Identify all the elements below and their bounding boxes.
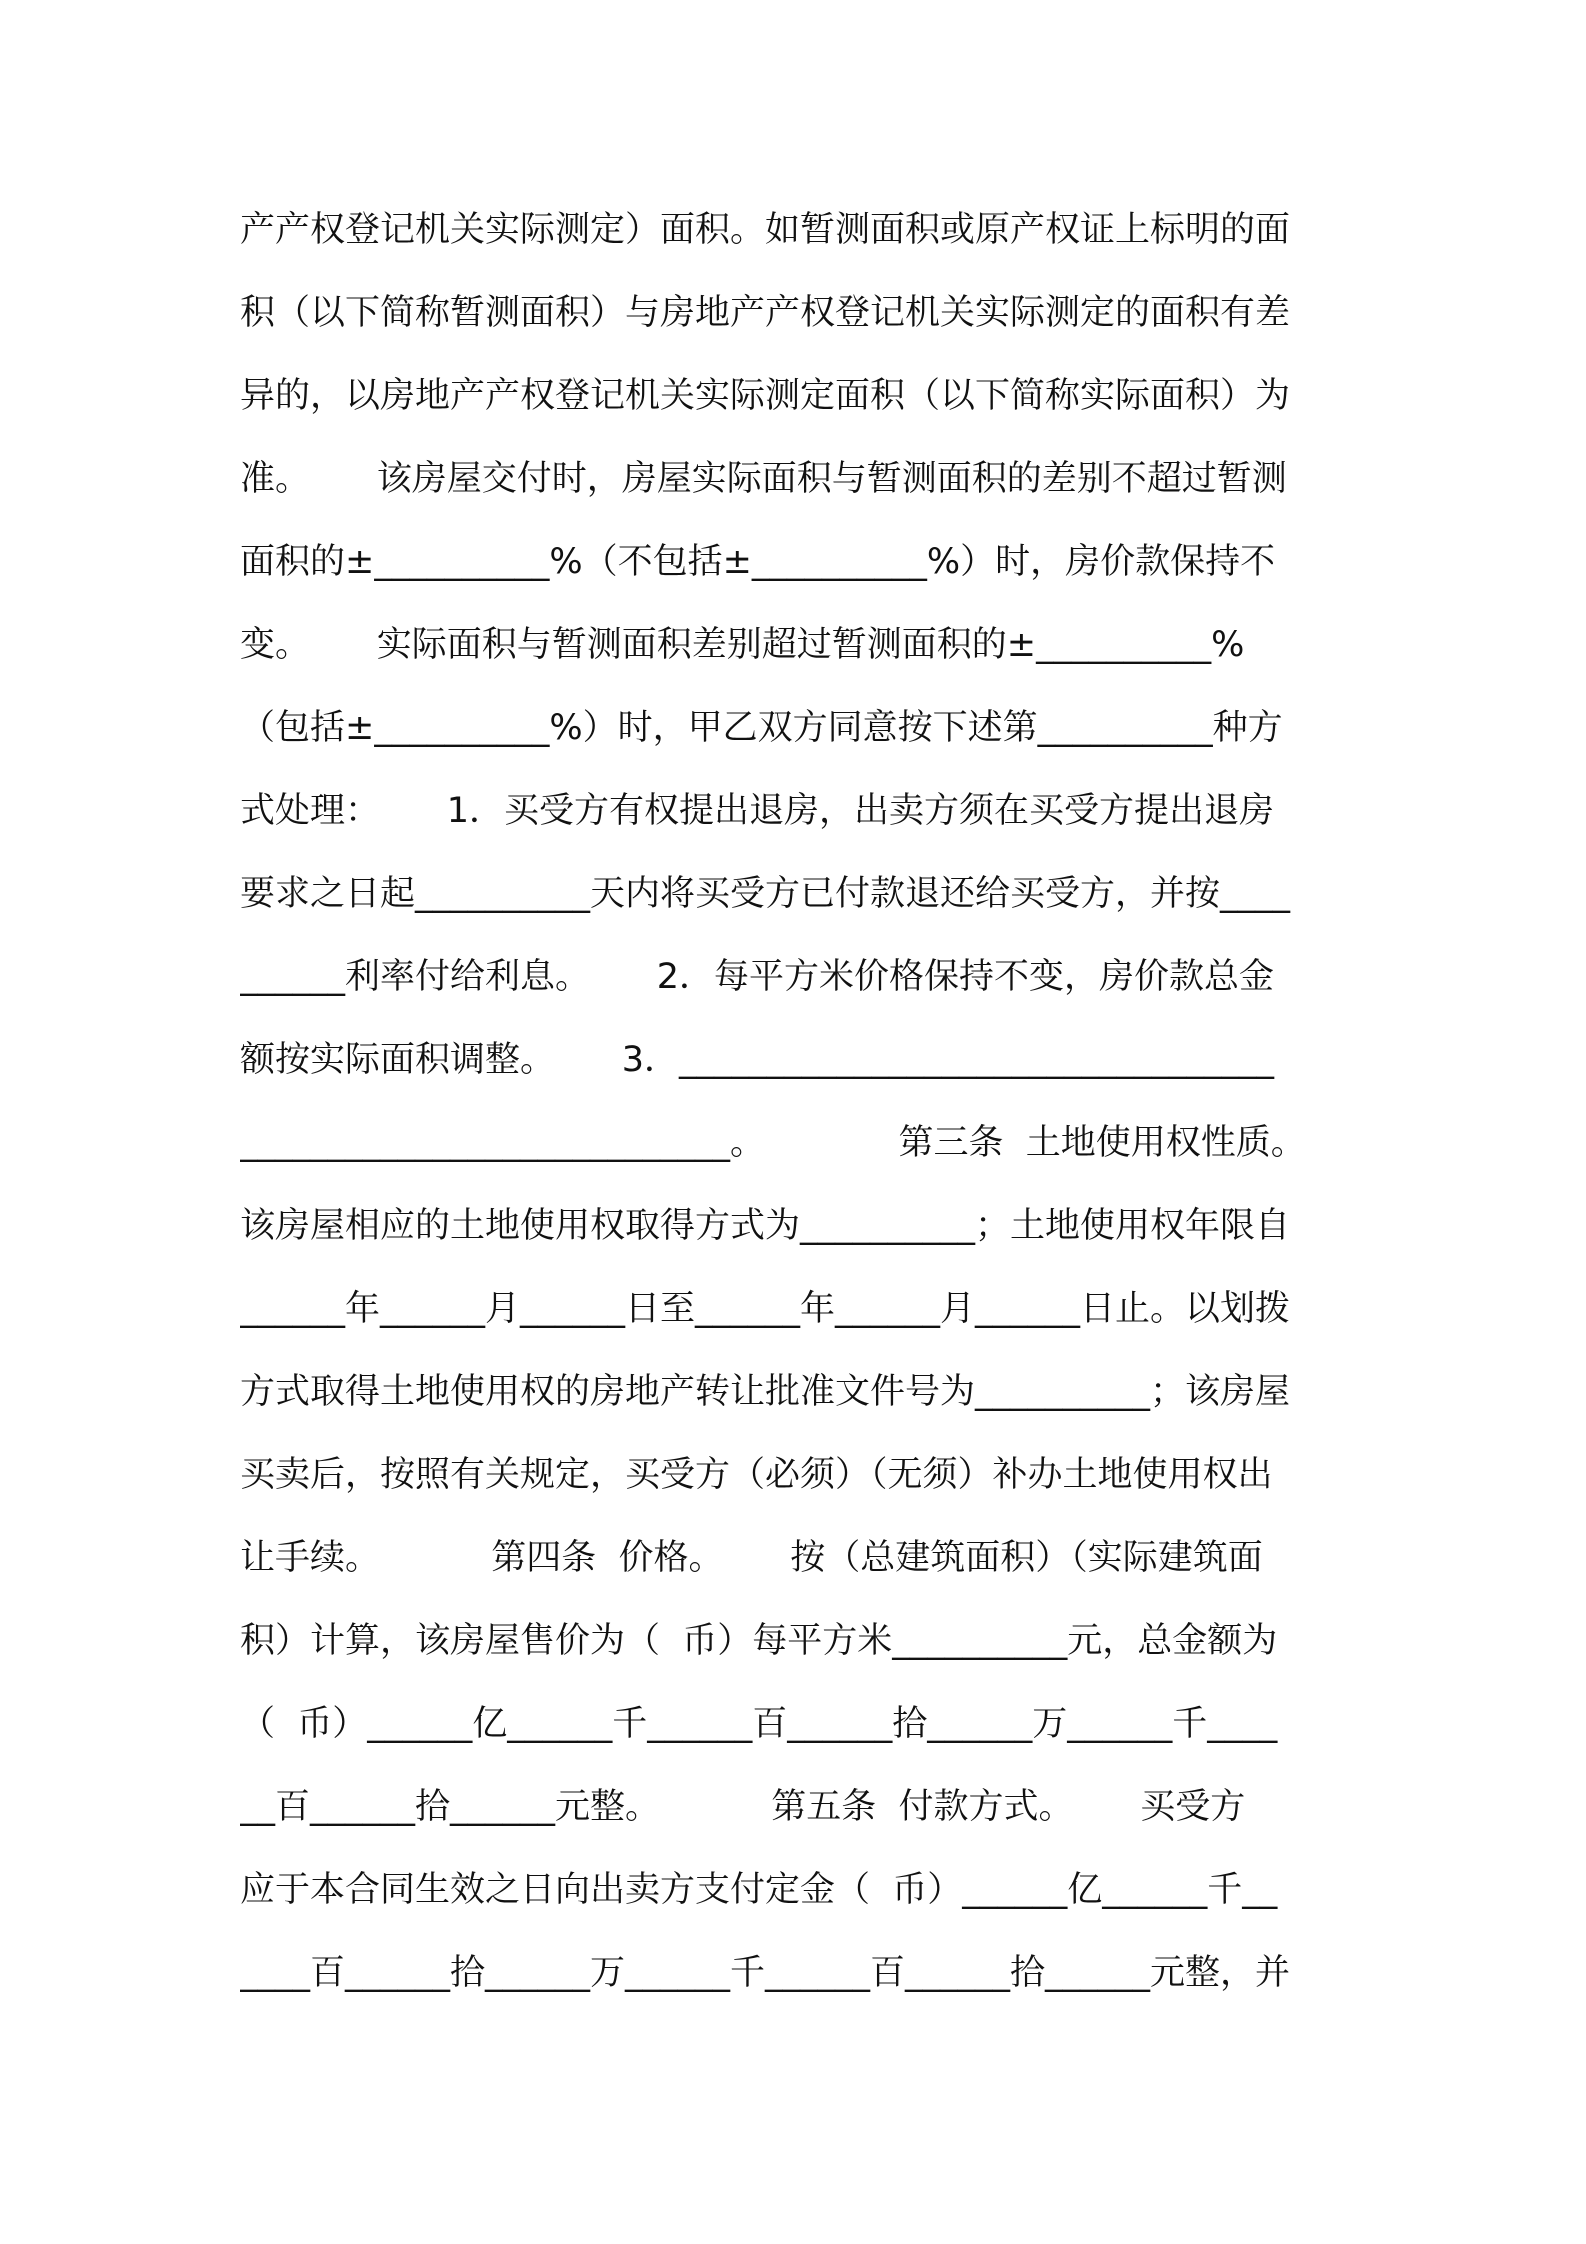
text-line: __百______拾______元整。 第五条 付款方式。 买受方 bbox=[240, 1787, 1246, 1827]
text-line: 买卖后，按照有关规定，买受方（必须）（无须）补办土地使用权出 bbox=[240, 1455, 1273, 1495]
text-line: ____________________________。 第三条 土地使用权性质。 bbox=[240, 1123, 1306, 1163]
text-line: 异的，以房地产产权登记机关实际测定面积（以下简称实际面积）为 bbox=[240, 376, 1291, 416]
text-line: ______年______月______日至______年______月______日止。以划拨 bbox=[240, 1289, 1291, 1329]
text-line: 该房屋相应的土地使用权取得方式为__________；土地使用权年限自 bbox=[240, 1206, 1291, 1246]
text-line: 式处理： 1．买受方有权提出退房，出卖方须在买受方提出退房 bbox=[240, 791, 1275, 831]
text-line: 额按实际面积调整。 3．__________________________________ bbox=[240, 1040, 1275, 1080]
text-line: （ 币）______亿______千______百______拾______万______千____ bbox=[240, 1704, 1278, 1744]
text-line: 面积的±__________%（不包括±__________%）时，房价款保持不 bbox=[240, 542, 1276, 582]
text-line: 要求之日起__________天内将买受方已付款退还给买受方，并按____ bbox=[240, 874, 1291, 914]
text-line: 积）计算，该房屋售价为（ 币）每平方米__________元，总金额为 bbox=[240, 1621, 1278, 1661]
text-line: 应于本合同生效之日向出卖方支付定金（ 币）______亿______千__ bbox=[240, 1870, 1278, 1910]
text-line: 积（以下简称暂测面积）与房地产产权登记机关实际测定的面积有差 bbox=[240, 293, 1291, 333]
text-line: 准。 该房屋交付时，房屋实际面积与暂测面积的差别不超过暂测 bbox=[240, 459, 1287, 499]
text-line: 产产权登记机关实际测定）面积。如暂测面积或原产权证上标明的面 bbox=[240, 210, 1291, 250]
text-line: 变。 实际面积与暂测面积差别超过暂测面积的±__________% bbox=[240, 625, 1245, 665]
text-line: （包括±__________%）时，甲乙双方同意按下述第__________种方 bbox=[240, 708, 1283, 748]
text-line: 方式取得土地使用权的房地产转让批准文件号为__________；该房屋 bbox=[240, 1372, 1291, 1412]
text-line: ____百______拾______万______千______百______拾______元整，并 bbox=[240, 1953, 1291, 1993]
text-line: ______利率付给利息。 2．每平方米价格保持不变，房价款总金 bbox=[240, 957, 1275, 997]
text-line: 让手续。 第四条 价格。 按（总建筑面积）（实际建筑面 bbox=[240, 1538, 1263, 1578]
